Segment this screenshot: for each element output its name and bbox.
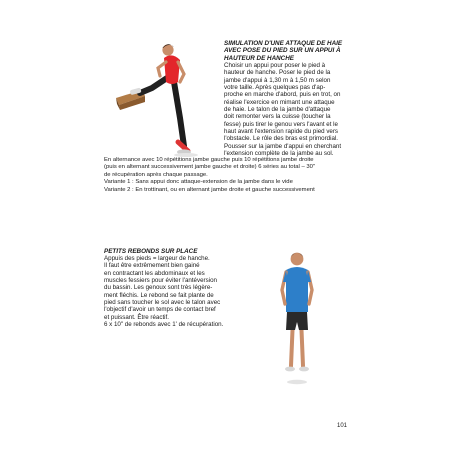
section1-title-line: SIMULATION D'UNE ATTAQUE DE HAIE: [224, 40, 343, 47]
full-line: Variante 1 : Sans appui donc attaque-extension de la jambe dans le vide: [104, 179, 293, 186]
body-line: pied sans toucher le sol avec le talon avec: [104, 299, 221, 307]
body-line: votre taille. Après quelques pas d'ap-: [224, 84, 326, 92]
hurdle-exercise-illustration: [112, 38, 218, 162]
body-line: doit remonter vers la cuisse (toucher la: [224, 113, 331, 121]
full-line: de récupération après chaque passage.: [104, 171, 208, 178]
full-line: (puis en alternant successivement jambe gauche et droite) 6 séries au total – 30": [104, 164, 315, 171]
body-line: haut avant l'extension rapide du pied vers: [224, 128, 339, 136]
body-line: fesse) puis tirer le genou vers l'avant et le: [224, 120, 338, 128]
body-line: l'obstacle. Le rôle des bras est primordial.: [224, 135, 338, 143]
section2-body: [104, 255, 232, 328]
body-line: jambe d'appui à 1,30 m à 1,50 m selon: [224, 76, 331, 84]
section1-body: [224, 62, 352, 157]
body-line: de haie. Le talon de la jambe d'attaque: [224, 106, 331, 114]
body-line: Il faut être extrêmement bien gainé: [104, 262, 200, 270]
body-line: ment fléchis. Le rebond se fait plante de: [104, 291, 214, 299]
body-line: l'objectif d'avoir un temps de contact bref: [104, 306, 216, 314]
body-line: hauteur de hanche. Poser le pied de la: [224, 69, 331, 77]
body-line: Choisir un appui pour poser le pied à: [224, 62, 326, 69]
page-number: 101: [337, 423, 348, 429]
section1-title: [224, 40, 354, 62]
full-line: En alternance avec 10 répétitions jambe gauche puis 10 répétitions jambe droite: [104, 157, 314, 163]
body-line: 6 x 10" de rebonds avec 1' de récupération.: [104, 321, 224, 329]
bounce-exercise-illustration: [272, 248, 322, 388]
body-line: Pousser sur la jambe d'appui en cherchant: [224, 142, 342, 150]
body-line: l'extension complète de la jambe au sol.: [224, 150, 334, 158]
section1-title-line: AVEC POSE DU PIED SUR UN APPUI À: [224, 47, 341, 55]
body-line: du bassin. Les genoux sont très légère-: [104, 284, 213, 292]
section2-title: PETITS REBONDS SUR PLACE: [104, 248, 198, 255]
body-line: et puissant. Être réactif.: [104, 313, 169, 321]
section1-full-width: [104, 157, 354, 194]
body-line: en contractant les abdominaux et les: [104, 269, 205, 277]
body-line: proche en marche d'abord, puis en trot, on: [224, 91, 341, 99]
body-line: réalise l'exercice en mimant une attaque: [224, 98, 335, 106]
full-line: Variante 2 : En trottinant, ou en alternant jambe droite et gauche successivement: [104, 186, 315, 193]
body-line: muscles fessiers pour éviter l'antéversion: [104, 277, 217, 285]
section1-title-line: HAUTEUR DE HANCHE: [224, 54, 294, 62]
body-line: Appuis des pieds = largeur de hanche.: [104, 255, 210, 262]
